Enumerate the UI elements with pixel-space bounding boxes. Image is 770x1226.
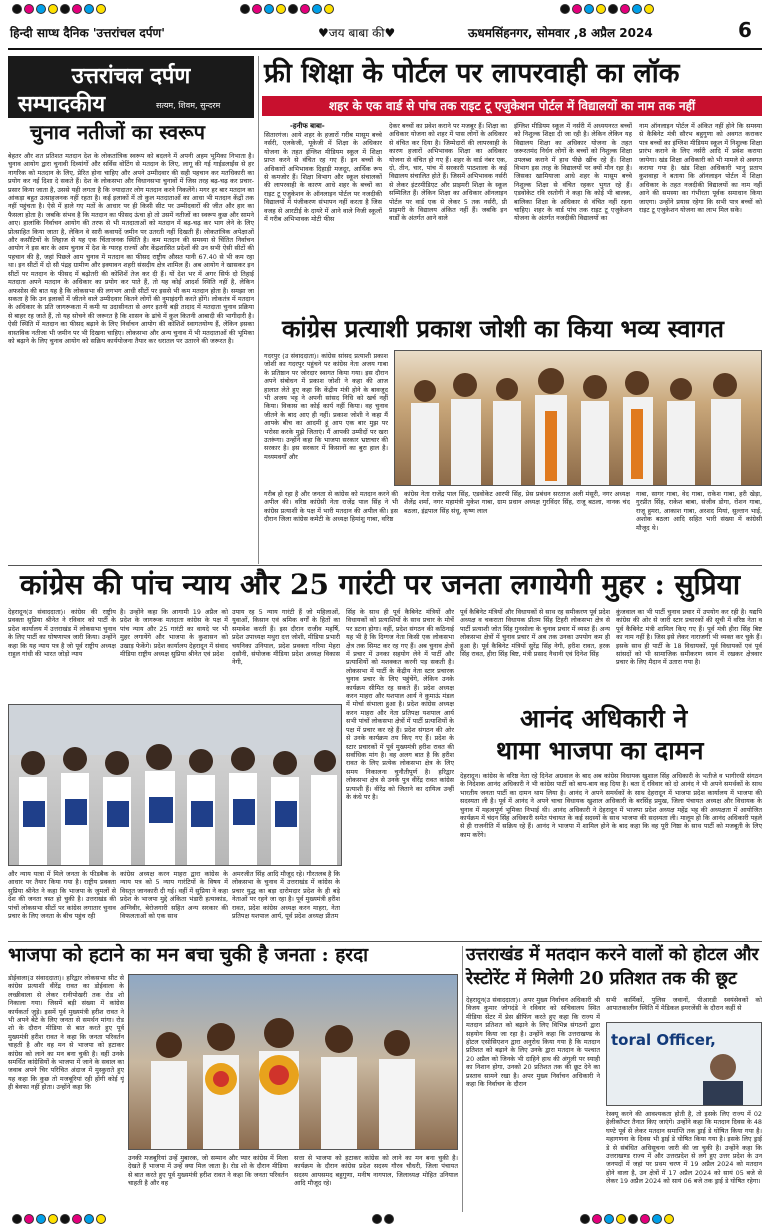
supriya-headline: कांग्रेस की पांच न्याय और 25 गारंटी पर जनता लगायेगी मुहर : सुप्रिया (20, 568, 741, 601)
education-col-4: नाम ऑनलाइन पोर्टल में अंकित नहीं होने कि समस्या से कैबिनेट मंत्री सौरभ बहुगुणा को अवगत कराकर पात्र बच्चों का इंग्लिश मीडियम स्कूल में निशुल्क शिक्षा प्रारंभ कराने के लिए नर्सरी आदि में प्रवेश कराया जायेगा। खंड शिक्षा अधिकारी को भी मामले से अवगत कराया गया है। खंड शिक्षा अधिकारी भानु प्रताप कुशवाहा ने बताया कि ऑनलाइन पोर्टल में शिक्षा अधिकार के तहत नजदीकी विद्यालयों का नाम नहीं आने की समस्या का गंभीरता पूर्वक समाधान किया जाएगा। उन्होंने प्रयास रहेगा कि सभी पात्र बच्चों को राइट टू एजुकेशन योजना का लाभ मिल सके। (639, 122, 762, 215)
registration-dots-left (12, 4, 106, 14)
supriya-photo (8, 704, 342, 866)
hotels-headline-line-2: रेस्टोरेंट में मिलेगी 20 प्रतिशत तक की छूट (466, 969, 737, 989)
hardas-photo-crowd (129, 975, 458, 1150)
joshi-photo (394, 350, 762, 486)
masthead-rule (8, 48, 762, 50)
education-subheadline: शहर के एक वार्ड से पांच तक राइट टू एजुकेशन पोर्टल में विद्यालयों का नाम तक नहीं (262, 96, 762, 116)
supriya-col-4: सिंह के साथ ही पूर्व कैबिनेट मंत्रियों और विधायकों को प्रत्याशियों के साथ प्रचार के मोर्चे पर डटना होगा। वहीं, प्रदेश संगठन की कठिनाई यह भी है कि दिग्गज नेता किसी एक लोकसभा क्षेत्र तक सिमट कर रह गए हैं। अब चुनाव क्षेत्रों में प्रचार में उनका सहयोग लेने में पार्टी और प्रत्याशियों को मशक्कत करनी पड़ सकती है। लोकसभा में पार्टी के केंद्रीय नेता स्टार प्रचारक चुनाव प्रचार के लिए पहुंचेंगे, लेकिन उनके कार्यक्रम सीमित रह सकते हैं। प्रदेश अध्यक्ष करन माहरा और यशपाल आर्य ने कुमाऊं मंडल में मोर्चा संभाला हुआ है। प्रदेश कांग्रेस अध्यक्ष करन माहरा और नेता प्रतिपक्ष यशपाल आर्य सभी पांचों लोकसभा क्षेत्रों में पार्टी प्रत्याशियों के पक्ष में प्रचार कर रहे हैं। प्रदेश संगठन की ओर से उनके कार्यक्रम तय किए गए हैं। प्रदेश के स्टार प्रचारकों में पूर्व मुख्यमंत्री हरीश रावत की सर्वाधिक मांग है। वह अलग बात है कि हरीश रावत के लिए प्रत्येक लोकसभा क्षेत्र के लिए समय निकालना चुनौतीपूर्ण है। हरिद्वार लोकसभा क्षेत्र से उनके पुत्र वीरेंद्र रावत कांग्रेस प्रत्याशी हैं। वीरेंद्र को जिताने का दायित्व उन्हीं के कंधे पर है। (346, 608, 454, 801)
education-byline: -हनीफ बाबा- (290, 122, 325, 130)
hotels-col-1: देहरादून(उ संवाददाता)। अपर मुख्य निर्वाचन अधिकारी श्री विजय कुमार जोगदंडे ने रविवार को सचिवालय स्थित मीडिया सेंटर में प्रेस ब्रीफिंग करते हुए कहा कि राज्य में मतदान प्रतिशत को बढ़ाने के लिए विभिन्न संगठनों द्वारा सहयोग किया जा रहा है। उन्होंने कहा कि उत्तराखण्ड के होटल एसोसिएशन द्वारा अनुरोध किया गया है कि मतदान प्रतिशत को बढ़ाने के लिए उनके द्वारा मतदान के पश्चात 20 अप्रैल को जिनके भी दाहिने हाथ की अंगुली पर स्याही का निशान होगा, उनको 20 प्रतिशत तक की छूट देने का प्रस्ताव सामने रखा है। अपर मुख्य निर्वाचन अधिकारी ने कहा कि निर्वाचन के दौरान (466, 996, 600, 1089)
supriya-caption-2: कांग्रेस अध्यक्ष करन माहरा द्वारा कांग्रेस के न्याय पत्र को 5 न्याय गारंटियों के विषय में विस्तृत जानकारी दी गई। वहीं में सुप्रिया ने कहा प्रदेश के भाजपा मुद्दे अंकिता भंडारी हत्याकांड, अग्निवीर, बेरोजगारी सहित अन्य सरकार की विफलताओं को एक साथ (120, 870, 228, 921)
print-registration-bar-top (0, 2, 770, 16)
registration-dots-bottom-right (580, 1214, 674, 1224)
supriya-col-3: उपाय रह 5 न्याय गारंटी हैं जो महिलाओं, युवाओं, किसान एवं श्रमिक वर्गों के हितों का समावेश करती हैं। इस दौरान राजीव महर्षि, प्रदेश उपाध्यक्ष मथुरा दत्त जोशी, मीडिया प्रभारी चयनिका उनियाल, प्रदेश प्रवक्ता गरिमा मेहरा दसौनी, संयोजक मीडिया प्रदेश अध्यक्ष विकास नेगी, (232, 608, 340, 667)
education-col-1: सितारगंज। आये शहर के हजारों गरीब मासूम बच्चे नर्सरी, एलकेजी, यूकेजी में शिक्षा के अधिकार योजना के तहत इंग्लिश मीडियम स्कूल में शिक्षा प्राप्त करने से वंचित रह गए हैं। इन बच्चों के अधिकारों अभिभावक दिहाड़ी मजदूर, आर्थिक रूप से कमजोर हैं। शिक्षा विभाग और स्कूल संचालकों की लापरवाही के कारण आधे शहर के बच्चों का राइट टू एजुकेशन के ऑनलाइन पोर्टल पर नजदीकी विद्यालयों में पंजीकरण संभापन नहीं करता है जिस वजह से आरटीई के दायरे में आने वाले निजी स्कूलों में गरीब अभिभावक मोटी फीस (264, 131, 382, 224)
editorial-box (8, 56, 254, 118)
hotels-photo-text: toral Officer, (611, 1031, 716, 1049)
supriya-photo-group (9, 705, 342, 866)
anand-headline-line-1: आनंद अधिकारी ने (520, 704, 688, 733)
page-number: 6 (738, 18, 752, 42)
masthead (0, 18, 770, 46)
education-col-2: देकर बच्चों का प्रवेश कराने पर मजबूर हैं। शिक्षा का अधिकार योजना को शहर में पास लोगों के अधिकार से वंचित कर दिया है। जिम्मेदारों की लापरवाही के कारण हजारों अभिभावक शिक्षा का अधिकार योजना से वंचित हो गए हैं। शहर के वार्ड नंबर एक, दो, तीन, चार, पांच में सरकारी पाठशाला के कई विद्यालय संचालित होते हैं। जिसमें अभिभावक नर्सरी से लेकर इंटरमीडिएट और प्राइमरी शिक्षा के स्कूल सम्मिलित हैं। लेकिन शिक्षा का अधिकार ऑनलाइन पोर्टल पर वार्ड एक से लेकर 5 तक नर्सरी, प्री प्राइमरी के विद्यालय अंकित नहीं हैं। जबकि इन वार्डों के अंतर्गत आने वाले (389, 122, 507, 223)
supriya-col-1: देहरादून(उ संवाददाता)। कांग्रेस की राष्ट्रीय प्रवक्ता सुप्रिया श्रीनेत ने रविवार को पार्टी के प्रदेश कार्यालय में उत्तराखंड में लोकसभा चुनाव के लिए पार्टी का घोषणापत्र जारी किया। उन्होंने कहा कि यह न्याय पत्र है जो पूर्व राष्ट्रीय अध्यक्ष राहुल गांधी की भारत जोड़ो न्याय (8, 608, 116, 659)
joshi-headline: कांग्रेस प्रत्याशी प्रकाश जोशी का किया भव्य स्वागत (282, 314, 724, 343)
hotels-headline-line-1: उत्तराखंड में मतदान करने वालों को होटल और (466, 945, 759, 965)
supriya-caption-3: अमरजीत सिंह आदि मौजूद रहे। गौरतलब है कि लोकसभा के चुनाव में उत्तराखंड में कांग्रेस के प्रचार युद्ध का बड़ा दारोमदार प्रदेश के ही बड़े नेताओं पर रहने जा रहा है। पूर्व मुख्यमंत्री हरीश रावत, प्रदेश कांग्रेस अध्यक्ष करन माहरा, नेता प्रतिपक्ष यशपाल आर्य, पूर्व प्रदेश अध्यक्ष प्रीतम (232, 870, 340, 921)
registration-dots-bottom-mid (372, 1214, 394, 1224)
education-headline: फ्री शिक्षा के पोर्टल पर लापरवाही का लॉक (264, 58, 680, 89)
hardas-caption-2: सत्ता से भाजपा को हटाकर कांग्रेस को लाने का मन बना चुकी है। कार्यक्रम के दौरान कांग्रेस प्रदेश सदस्य गौरव चौधरी, जिला पंचायत सदस्य आयसमद बहुगुणा, मनीष नागपाल, जिलाध्यक्ष मोहित उनियाल आदि मौजूद रहे। (294, 1154, 458, 1188)
hotels-col-3: रेस्क्यू करने की आवश्यकता होती है, तो इसके लिए राज्य में 02 हेलीकॉप्टर तैनात किए जाएंगे। उन्होंने कहा कि मतदान दिवस के 48 घण्टे पूर्व से लेकर मतदान समाप्ति तक ड्राई डे घोषित किया गया है। महागणना के दिवस भी ड्राई डे घोषित किया गया है। इसके लिए ड्राई डे से संबंधित अधिसूचना जारी की जा चुकी है। उन्होंने कहा कि उत्तराखण्ड राज्य में और उत्तरप्रदेश से लगे हुए उत्तर प्रदेश के उन जनपदों में जहां पर प्रथम चरण में 19 अप्रैल 2024 को मतदान होने वाला है, उन क्षेत्रों में 17 अप्रैल 2024 को सायं 05 बजे से लेकर 19 अप्रैल 2024 को सायं 06 बजे तक ड्राई डे घोषित रहेगा। (606, 1110, 762, 1186)
anand-body: देहरादून। कांग्रेस के वरिष्ठ नेता रहे दिनेश अग्रवाल के बाद अब कांग्रेस विधायक खुशाल सिंह अधिकारी के भतीजे व भागीरथी संगठन के निदेशक आनंद अधिकारी ने भी कांग्रेस पार्टी को बाय-बाय कह दिया है। बता दें रविवार को दो आनंद ने भी अपने समर्थकों के साथ भारतीय जनता पार्टी का दामन थाम लिया है। आनंद ने अपने समर्थकों के साथ देहरादून में भाजपा प्रदेश कार्यालय में भाजपा की सदस्यता ली है। पूर्व में आनंद ने अपने चाचा विधायक खुशाल अधिकारी के बरसिंह प्रमुख, जिला पंचायत अध्यक्ष और विधायक के चुनाव में महत्वपूर्ण भूमिका निभाई थी। आनंद अधिकारी ने देहरादून में भाजपा प्रदेश अध्यक्ष महेंद्र भट्ट की अध्यक्षता में आयोजित कार्यक्रम में चंदन सिंह अधिकारी समेत पंचायत के कई सदस्यों के साथ भाजपा की सदस्यता ली। मालूम हो कि आनंद अधिकारी पहले से ही राजनीति में सक्रिय रहे हैं। आनंद ने भाजपा में शामिल होने के बाद कहा कि वह पूरी निष्ठा के साथ पार्टी को मजबूती के लिए काम करेंगे। (460, 772, 762, 839)
hardas-photo (128, 974, 458, 1150)
paper-name: हिन्दी साप्ध दैनिक 'उत्तरांचल दर्पण' (10, 26, 165, 40)
slogan-text: जय बाबा की (328, 26, 385, 40)
joshi-caption-3: गाबा, सागर गाबा, वेद गाबा, राकेश गाबा, हरी खेड़ा, गुरप्रीत सिंह, राकेश बाबा, संजीव डोगा, रोशन गाबा, राजू हुमरा, आकाश गाबा, अरशद मियां, सुल्तान भाई, अशोक बठला आदि सहित भारी संख्या में कांग्रेसी मौजूद थे। (636, 490, 762, 532)
column-rule (258, 56, 259, 564)
editorial-motto: सत्यम, शिवम, सुन्दरम (156, 101, 221, 110)
section-rule (8, 565, 762, 566)
hotels-col-2: सभी कार्मिकों, पुलिस जवानों, पीआरडी स्वयंसेवकों को आपातकालीन स्थिति में मेडिकल इमरजेंसी के दौरान कहीं से (606, 996, 762, 1013)
print-registration-bar-bottom (0, 1212, 770, 1226)
section-rule-2 (8, 941, 762, 942)
joshi-caption-2: कांग्रेस नेता राजेंद्र पाल सिंह, एडवोकेट आरपी सिंह, प्रेस प्रबंधन सरताज अली मंसूरी, नगर अध्यक्ष शैलेंद्र शर्मा, नगर महामंत्री मुकेश गाबा, ग्राम प्रधान अध्यक्ष गुरविंदर सिंह, राजू बठला, नानक चंद बठला, इंद्रपाल सिंह संधू, कृष्ण लाल (404, 490, 630, 515)
hardas-headline: भाजपा को हटाने का मन बचा चुकी है जनता : हरदा (8, 944, 369, 966)
registration-dots-mid (240, 4, 334, 14)
joshi-caption-1: गरीब हो रहा है और जनता से कांग्रेस को मतदान करने की अपील की। वरिष्ठ कांग्रेसी नेता राजेंद्र पाल सिंह ने भी कांग्रेस प्रत्याशी के पक्ष में भारी मतदान की अपील की। इस दौरान जिला कांग्रेस कमेटी के अध्यक्ष हिमांशु गाबा, वरिष्ठ (264, 490, 398, 524)
registration-dots-right (560, 4, 654, 14)
supriya-col-5: पूर्व कैबिनेट मंत्रियों और विधायकों से साथ रह समीकरण पूर्व प्रदेश अध्यक्ष व चकराता विधायक प्रीतम सिंह टिहरी लोकसभा क्षेत्र से पार्टी प्रत्याशी जोत सिंह गुनसोला के चुनाव प्रचार में व्यस्त हैं। अन्य लोकसभा क्षेत्रों में चुनाव प्रचार में अब तक उनका उपयोग कम ही हुआ है। पूर्व कैबिनेट मंत्रियों सुरेंद्र सिंह नेगी, हरीश रावत, हरक सिंह रावत, हीरा सिंह बिष्ट, मंत्री प्रसाद नैथानी एवं दिनेश सिंह (460, 608, 610, 659)
editorial-section-title: सम्पादकीय (18, 91, 106, 117)
date-line: ऊधमसिंहनगर, सोमवार ,8 अप्रैल 2024 (468, 26, 653, 40)
registration-dots-bottom-left (12, 1214, 106, 1224)
editorial-headline: चुनाव नतीजों का स्वरूप (30, 120, 206, 144)
supriya-col-6: कुंजवाल का भी पार्टी चुनाव प्रचार में उपयोग कर रही है। यद्यपि कांग्रेस की ओर से जारी स्टार प्रचारकों की सूची में वरिष्ठ नेता व पूर्व कैबिनेट मंत्री शामिल किए गए हैं। पूर्व मंत्री हीरा सिंह बिष्ट का नाम नहीं है। जिस इसे लेकर नाराजगी भी व्यक्त कर चुके हैं। इसके साथ ही पार्टी के 18 विधायकों, पूर्व विधायकों एवं पूर्व सांसदों को भी सामाजिक समीकरण ध्यान में रखकर क्षेत्रवार प्रचार के लिए मैदान में उतारा गया है। (616, 608, 762, 667)
masthead-slogan: ♥जय बाबा की♥ (318, 26, 396, 40)
anand-headline-line-2: थामा भाजपा का दामन (496, 736, 704, 765)
joshi-body: गदरपुर (उ संवाददाता)। कांग्रेस सांसद प्रत्याशी प्रकाश जोशी का गदरपुर पहुंचने पर कांग्रेस नेता अजय गाबा के प्रतिष्ठान पर जोरदार स्वागत किया गया। इस दौरान अपने संबोधन में प्रकाश जोशी ने कहा की आज हालात लेते हुए कहा कि केंद्रीय मंत्री होने के बावजूद भी अजय भट्ट ने अपनी सांसद निधि को खर्च नहीं किया। विकास का कोई कार्य नहीं किया। वह चुनाव जीतने के बाद आए ही नहीं। प्रकाश जोशी ने कहा मैं आपके बीच का आदमी हूं आप एक बार मुझ पर भरोसा करके मुझे जिताएं। मैं आपकी उम्मीदों पर खरा उतरूंगा। उन्होंने कहा कि भाजपा सरकार भ्रष्टाचार की सरकार है। इस सरकार में किसानों का बुरा हाल है। मध्यमवर्गों और (264, 352, 388, 461)
education-col-3: इंग्लिश मीडियम स्कूल में नर्सरी में अध्ययनरत बच्चों को निशुल्क शिक्षा दी जा रही है। लेकिन लेकिन यह विद्यालय शिक्षा का अधिकार योजना के तहत जरूरतमंद निर्धन लोगों के बच्चों को निशुल्क शिक्षा उपलब्ध कराने में हाथ पीछे खींच रहे हैं। शिक्षा विभाग इस तरह के विद्यालयों पर क्यों मौन रहा है। जिसका खामियाजा आधे शहर के मासूम बच्चे निशुल्क शिक्षा से वंचित रहकर भुगत रहे हैं। एडवोकेट रवि रस्तोगी ने कहा कि कोई भी बालक, बालिका शिक्षा के अधिकार से वंचित नहीं रहना चाहिए। शहर के वार्ड पांच तक राइट टू एजुकेशन योजना के अंतर्गत नजदीकी विद्यालयों का (514, 122, 632, 223)
hardas-body: डोईवाला(उ संवाददाता)। हरिद्वार लोकसभा सीट से कांग्रेस प्रत्याशी वीरेंद्र रावत का डोईवाला के लच्छीवाला से लेकर रानीपोखरी तक रोड शो निकाला गया। जिसमें बड़ी संख्या में कांग्रेस कार्यकर्ता जुड़े। इसमें पूर्व मुख्यमंत्री हरीश रावत ने भी अपने बेटे के लिए जनता से समर्थन मांगा। रोड शो के दौरान मीडिया से बात करते हुए पूर्व मुख्यमंत्री हरीश रावत ने कहा कि जनता परिवर्तन चाहती है और वह मन से भाजपा को हटाकर कांग्रेस को लाने का मन बना चुकी है। वहीं उनके समर्थित कांग्रेसियों के भाजपा में जाने के सवाल का जवाब अपने चिर परिचित अंदाज में मुस्कुराते हुए यह कहा कि कुछ तो मजबूरियां रही होंगी कोई यूं ही बेवफा नहीं होता। उन्होंने कहा कि (8, 974, 124, 1092)
column-rule-bottom (462, 946, 463, 1212)
supriya-caption-1: और न्याय यात्रा में मिले जनता के फीडबैक के आधार पर तैयार किया गया है। राष्ट्रीय प्रवक्ता सुप्रिया श्रीनेत ने कहा कि भाजपा के जुमलों से देश की जनता त्रस्त हो चुकी है। उत्तराखंड की पांचों लोकसभा सीटों पर कांग्रेस लगातार चुनाव प्रचार के लिए जनता के बीच पहुंच रही (8, 870, 116, 921)
hotels-photo (606, 1022, 762, 1106)
supriya-col-2: है। उन्होंने कहा कि आगामी 19 अप्रैल को प्रदेश के जागरूक मतदाता कांग्रेस के पक्ष में पांच न्याय और 25 गारंटी का वायदे पर भी मुहर लगायेंगे और भाजपा के कुशासन को उखाड़ फेकेंगे। प्रदेश कार्यालय देहरादून में संवाद मीडिया राष्ट्रीय अध्यक्ष सुप्रिया श्रीनेत एवं प्रदेश (120, 608, 228, 659)
editorial-body: बेहतर और शत प्रतिशत मतदान देश के लोकतांत्रिक स्वरूप को बदलने में अपनी अहम भूमिका निभाता है। चुनाव आयोग द्वारा चुनावी दिव्यांगों और सर्विस वोटिंग से मतदान के लिए, लागू की गई गाईडलाईंस से हर नागरिक को मतदान के लिए, प्रेरित होना चाहिए और अपने उम्मीदवार की सही पहचान कर मतधिकारी का प्रयोग कर नई दिशा दे सकते हैं। देश के लोकसभा और विधानसभा चुनावों में जिस तरह बढ़-चढ़ कर प्रचार-प्रसार किया जाता है, उससे यही लगता है कि ज्यादातर लोग मतदान करने निकलेंगे। मगर हर बार मतदान का आंकड़ा बहुत उत्साहजनक नहीं रहता है। कई इलाकों में तो कुल मतदाताओं का आधा भी मतदान केंद्रों तक नहीं पहुंचता है। ऐसे में हाले गए मतों के आधार पर ही किसी सीट पर उम्मीदवारों की जीत और हार का फैसला होता है। जबकि संभव है कि मतदान का फीसद ऊंचा हो तो उसमें नतीजों का स्वरूप कुछ और सामने आए। हालांकि निर्वाचन आयोग की तरफ से भी मतदाताओं को मतदान में बढ़-चढ़ कर भाग लेने के लिए प्रोत्साहित किया जाता है, लेकिन वे सारी कवायदें जमीन पर उतरती नहीं दिखती हैं। लोकतांत्रिक अपेक्षाओं और कसौटियों के लिहाज से यह एक चिंताजनक स्थिति है। कम मतदान की समस्या से चिंतित निर्वाचन आयोग ने इस बार के आम चुनाव में देश के ग्यारह राज्यों और केंद्रशासित प्रदेशों की उन सभी ऐसी सीटों की पहचान की है, जहां पिछले आम चुनाव में मतदान का फीसद राष्ट्रीय औसत यानी 67.40 से भी कम रहा था। इन सीटों में दो सौ पंद्रह ग्रामीण और इक्यावन शहरी संसदीय क्षेत्र शामिल हैं। अब आयोग ने खासकर इन सीटों पर मतदान के फीसद में बढ़ोतरी की कोशिशें तेज कर दी हैं। यों देश भर में अगर सिर्फ दो तिहाई मतदाता अपने मतदान के अधिकार का प्रयोग कर पाते हैं, तो यह कोई आदर्श स्थिति नहीं है, लेकिन अफसोस की बात यह है कि लोकसभा की लगभग आधी सीटों पर इससे भी कम मतदान होता है। समझा जा सकता है कि उन इलाकों में जीतने वाले उम्मीदवार कितने लोगों की नुमाइंदगी करते होंगे। लोकतंत्र में मतदान के अधिकार के प्रति जागरूकता में कमी या उदासीनता से अगर इतनी बड़ी तादाद में मतदाता चुनाव प्रक्रिया से बाहर रह जाते हैं, तो यह सोचने की जरूरत है कि शासन के ढांचे में कुल कितनी आबादी की भागीदारी है। ऐसी स्थिति में मतदान का फीसद बढ़ाने के लिए निर्वाचन आयोग की कोशिशें स्वागतयोग्य हैं, लेकिन इसका वास्तविक नतीजा भी जमीन पर भी दिखना चाहिए। लोकसभा और अन्य चुनाव में भी मतदाताओं की भूमिका को बढ़ाने के लिए चुनाव आयोग को सक्रिय कार्ययोजना तैयार कर धरातल पर उतारने की जरूरत है। (8, 152, 254, 345)
official-portrait-icon (693, 1047, 753, 1106)
editorial-paper-title: उत्तरांचल दर्पण (71, 63, 191, 89)
hardas-caption-1: उनकी मजबूरियां उन्हें मुबारक, जो सम्मान और प्यार कांग्रेस में मिला देखते हैं भाजपा में उन्हें क्या मिल जाता है। रोड शो के दौरान मीडिया से बात करते हुए पूर्व मुख्यमंत्री हरीश रावत ने कहा कि जनता परिवर्तन चाहती है और वह (128, 1154, 288, 1188)
joshi-photo-crowd (395, 351, 762, 486)
